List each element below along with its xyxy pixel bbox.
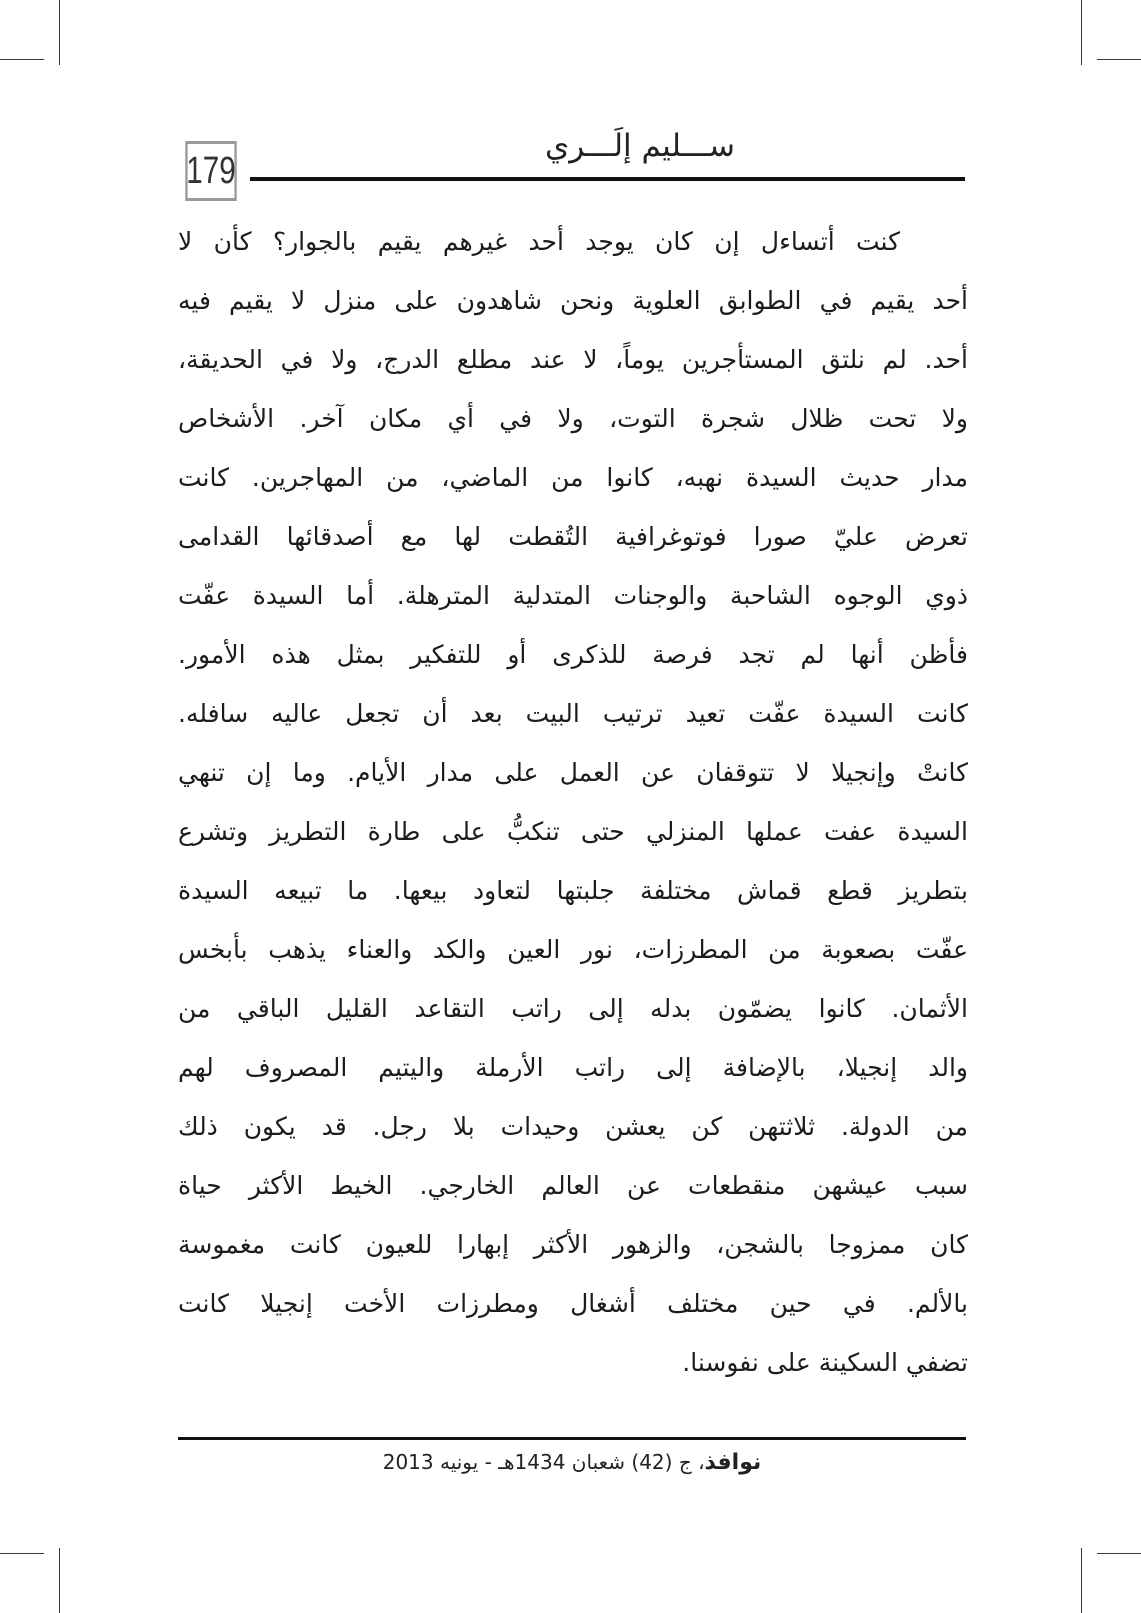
text-line: السيدة عفت عملها المنزلي حتى تنكبُّ على طارة التطريز وتشرع <box>178 817 968 846</box>
text-line: والد إنجيلا، بالإضافة إلى راتب الأرملة واليتيم المصروف لهم <box>178 1053 968 1082</box>
crop-mark <box>0 59 44 60</box>
text-line: أحد. لم نلتق المستأجرين يوماً، لا عند مطلع الدرج، ولا في الحديقة، <box>178 345 968 374</box>
crop-mark <box>0 1553 44 1554</box>
magazine-name: نوافذ <box>704 1450 762 1475</box>
text-line: سبب عيشهن منقطعات عن العالم الخارجي. الخيط الأكثر حياة <box>178 1171 968 1200</box>
text-line: كانتْ وإنجيلا لا تتوقفان عن العمل على مدار الأيام. وما إن تنهي <box>178 758 968 787</box>
header-rule <box>250 177 965 181</box>
text-line: مدار حديث السيدة نهبه، كانوا من الماضي، من المهاجرين. كانت <box>178 463 968 492</box>
crop-mark <box>1081 0 1082 65</box>
text-line: بتطريز قطع قماش مختلفة جلبتها لتعاود بيعها. ما تبيعه السيدة <box>178 876 968 905</box>
text-line: أحد يقيم في الطوابق العلوية ونحن شاهدون على منزل لا يقيم فيه <box>178 286 968 315</box>
text-line: ولا تحت ظلال شجرة التوت، ولا في أي مكان آخر. الأشخاص <box>178 404 968 433</box>
text-line: تعرض عليّ صورا فوتوغرافية التُقطت لها مع أصدقائها القدامى <box>178 522 968 551</box>
text-line: من الدولة. ثلاثتهن كن يعشن وحيدات بلا رجل. قد يكون ذلك <box>178 1112 968 1141</box>
text-line: الأثمان. كانوا يضمّون بدله إلى راتب التقاعد القليل الباقي من <box>178 994 968 1023</box>
issue-info: ، ج (42) شعبان 1434هـ - يونيه 2013 <box>382 1450 705 1474</box>
text-line: كنت أتساءل إن كان يوجد أحد غيرهم يقيم بالجوار؟ كأن لا <box>178 227 900 256</box>
text-line: ذوي الوجوه الشاحبة والوجنات المتدلية المترهلة. أما السيدة عفّت <box>178 581 968 610</box>
text-line: كانت السيدة عفّت تعيد ترتيب البيت بعد أن تجعل عاليه سافله. <box>178 699 968 728</box>
text-line: كان ممزوجا بالشجن، والزهور الأكثر إبهارا للعيون كانت مغموسة <box>178 1230 968 1259</box>
crop-mark <box>1097 59 1141 60</box>
text-line: بالألم. في حين مختلف أشغال ومطرزات الأخت إنجيلا كانت <box>178 1289 968 1318</box>
text-line: عفّت بصعوبة من المطرزات، نور العين والكد والعناء يذهب بأبخس <box>178 935 968 964</box>
text-line: فأظن أنها لم تجد فرصة للذكرى أو للتفكير بمثل هذه الأمور. <box>178 640 968 669</box>
page-number: 179 <box>185 141 236 201</box>
crop-mark <box>59 0 60 65</box>
crop-mark <box>1097 1553 1141 1554</box>
footer <box>178 1450 966 1475</box>
crop-mark <box>59 1548 60 1613</box>
footer-rule <box>178 1437 966 1440</box>
crop-mark <box>1081 1548 1082 1613</box>
text-line: تضفي السكينة على نفوسنا. <box>682 1348 968 1377</box>
body-text <box>178 222 968 1402</box>
running-head-author: ســـليم إلَـــري <box>545 128 735 164</box>
